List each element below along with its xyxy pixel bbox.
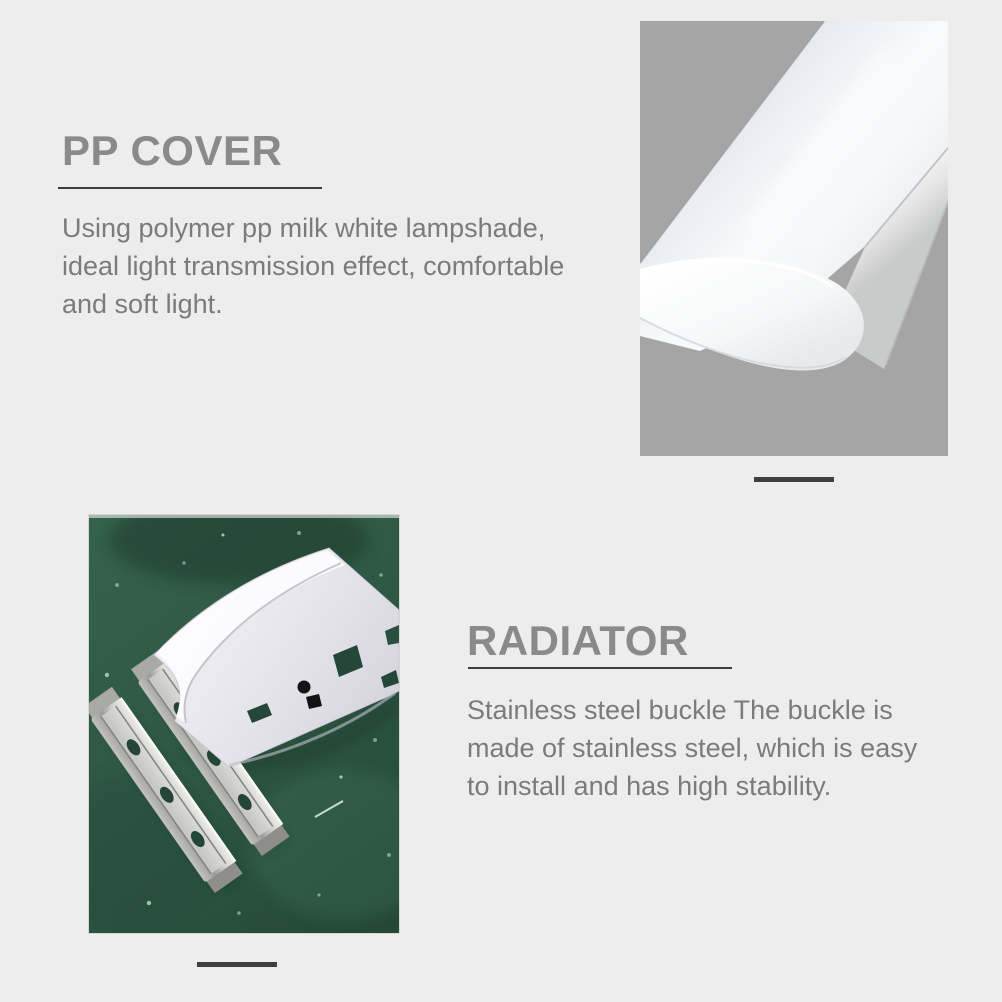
mat-top-edge: [89, 515, 399, 518]
radiator-heading: RADIATOR: [467, 617, 689, 664]
radiator-line-3: to install and has high stability.: [467, 771, 832, 801]
lamp-photo-underline-bar: [754, 477, 834, 482]
pp-cover-line-2: ideal light transmission effect, comfortable: [62, 251, 565, 281]
radiator-paragraph: [467, 691, 917, 805]
stainless-steel-buckle-photo: [89, 515, 399, 933]
round-hole: [298, 681, 311, 694]
pp-cover-line-1: Using polymer pp milk white lampshade,: [62, 213, 546, 243]
pp-cover-heading: PP COVER: [62, 127, 283, 174]
led-batten-light-illustration: [640, 21, 948, 456]
radiator-line-2: made of stainless steel, which is easy: [467, 733, 918, 763]
pp-cover-paragraph: [62, 209, 564, 323]
radiator-rule: [468, 667, 732, 669]
led-batten-light-photo: [640, 21, 948, 456]
pp-cover-line-3: and soft light.: [62, 289, 223, 319]
pp-cover-rule: [58, 187, 322, 189]
radiator-line-1: Stainless steel buckle The buckle is: [467, 695, 893, 725]
buckle-parts-illustration: [89, 515, 399, 933]
parts-photo-underline-bar: [197, 962, 277, 967]
